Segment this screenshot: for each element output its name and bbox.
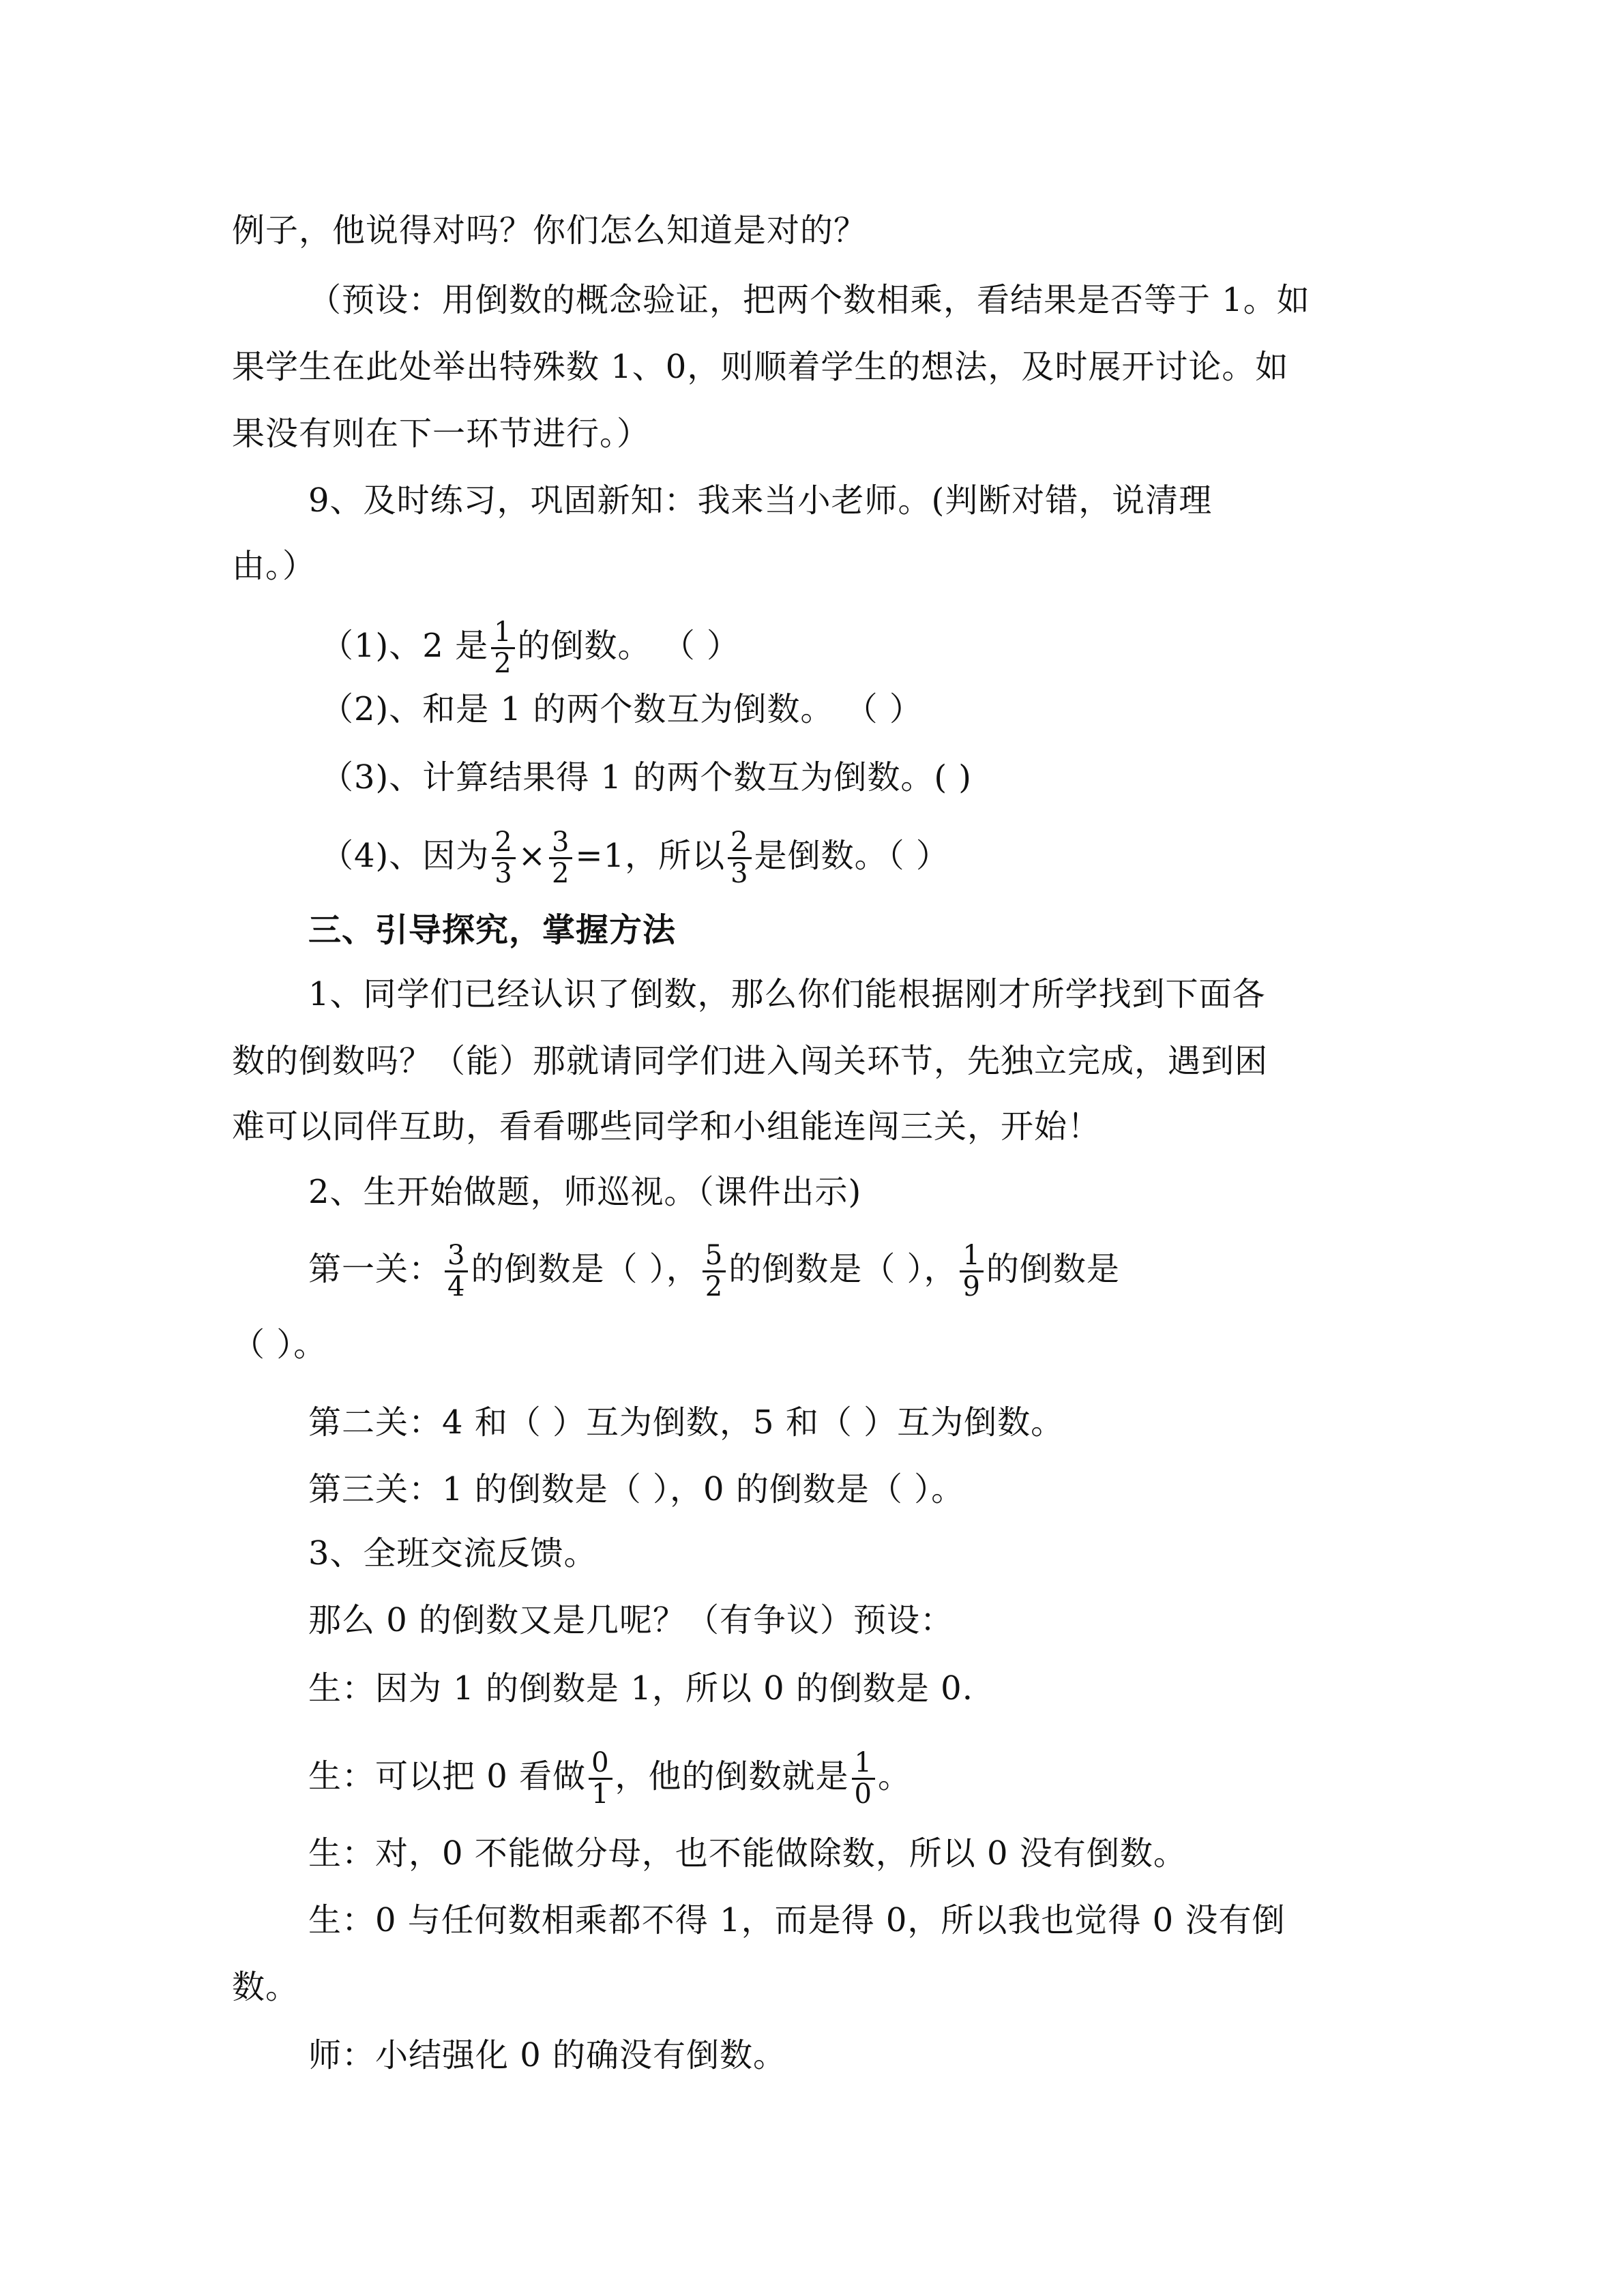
answer-text: 生：可以把 0 看做 (308, 1757, 587, 1796)
paragraph-line: 1、同学们已经认识了倒数，那么你们能根据刚才所学找到下面各 (308, 975, 1266, 1013)
exercise-line (321, 616, 741, 680)
fraction-denominator: 2 (705, 1271, 724, 1303)
level-three-line: 第三关：1 的倒数是（ ），0 的倒数是（ ）。 (308, 1470, 965, 1508)
level-text: 的倒数是（ ）， (471, 1250, 700, 1289)
fraction-numerator: 5 (703, 1241, 726, 1272)
paragraph-line: 由。） (232, 547, 316, 585)
fraction (728, 828, 751, 889)
level-text: 第一关： (308, 1250, 443, 1289)
fraction (445, 1241, 468, 1302)
fraction (589, 1748, 612, 1809)
student-answer: 生：对，0 不能做分母，也不能做除数，所以 0 没有倒数。 (308, 1834, 1187, 1873)
exercise-text: （4)、因为 (321, 837, 490, 876)
fraction-numerator: 2 (492, 828, 515, 859)
fraction (852, 1748, 875, 1809)
fraction-denominator: 4 (447, 1271, 466, 1303)
fraction-denominator: 1 (591, 1778, 610, 1810)
fraction-numerator: 3 (445, 1241, 468, 1272)
paragraph-line: 果学生在此处举出特殊数 1、0，则顺着学生的想法，及时展开讨论。如 (232, 348, 1289, 386)
paragraph-line: 难可以同伴互助，看看哪些同学和小组能连闯三关，开始！ (232, 1107, 1102, 1146)
fraction (492, 828, 515, 889)
paragraph-line: 9、及时练习，巩固新知：我来当小老师。(判断对错，说清理 (308, 481, 1213, 520)
level-text: 的倒数是（ ）， (728, 1250, 958, 1289)
paragraph-line: 果没有则在下一环节进行。） (232, 415, 651, 453)
level-two-line: 第二关：4 和（ ）互为倒数，5 和（ ）互为倒数。 (308, 1403, 1065, 1442)
paragraph-line: （ ）。 (232, 1326, 327, 1364)
exercise-line: （2)、和是 1 的两个数互为倒数。 （ ） (321, 690, 923, 728)
answer-text: 。 (877, 1757, 911, 1796)
student-answer: 数。 (232, 1968, 299, 2006)
fraction-numerator: 1 (960, 1241, 983, 1272)
fraction (491, 618, 514, 679)
fraction (703, 1241, 726, 1302)
fraction-denominator: 2 (494, 648, 512, 680)
exercise-text: 是倒数。（ ） (754, 837, 949, 876)
student-answer: 生：0 与任何数相乘都不得 1，而是得 0，所以我也觉得 0 没有倒 (308, 1901, 1286, 1939)
level-one-line (308, 1240, 1120, 1303)
fraction-numerator: 1 (852, 1748, 875, 1780)
exercise-text: =1，所以 (575, 837, 726, 876)
section-heading: 三、引导探究，掌握方法 (308, 911, 677, 949)
fraction (960, 1241, 983, 1302)
fraction-denominator: 9 (962, 1271, 981, 1303)
paragraph-line: （预设：用倒数的概念验证，把两个数相乘，看结果是否等于 1。如 (308, 281, 1310, 319)
fraction-denominator: 3 (730, 858, 749, 890)
exercise-line: （3)、计算结果得 1 的两个数互为倒数。( ) (321, 758, 973, 796)
student-answer: 生：因为 1 的倒数是 1，所以 0 的倒数是 0. (308, 1669, 973, 1708)
fraction-numerator: 3 (549, 828, 572, 859)
paragraph-line: 3、全班交流反馈。 (308, 1534, 597, 1572)
student-answer (308, 1747, 911, 1810)
fraction-denominator: 0 (854, 1778, 872, 1810)
fraction-numerator: 1 (491, 618, 514, 649)
paragraph-line: 2、生开始做题，师巡视。（课件出示) (308, 1173, 862, 1211)
paragraph-line: 例子，他说得对吗？你们怎么知道是对的？ (232, 211, 868, 250)
fraction-numerator: 2 (728, 828, 751, 859)
fraction-numerator: 0 (589, 1748, 612, 1780)
teacher-summary: 师：小结强化 0 的确没有倒数。 (308, 2036, 787, 2074)
paragraph-line: 那么 0 的倒数又是几呢？（有争议）预设： (308, 1601, 954, 1639)
fraction-denominator: 2 (551, 858, 570, 890)
exercise-text: （1)、2 是 (321, 627, 489, 666)
exercise-text: 的倒数。 （ ） (517, 627, 741, 666)
paragraph-line: 数的倒数吗？（能）那就请同学们进入闯关环节，先独立完成，遇到困 (232, 1042, 1269, 1080)
times-sign: × (518, 837, 546, 876)
level-text: 的倒数是 (986, 1250, 1120, 1289)
answer-text: ，他的倒数就是 (615, 1757, 849, 1796)
exercise-line (321, 826, 949, 890)
fraction-denominator: 3 (494, 858, 513, 890)
fraction (549, 828, 572, 889)
